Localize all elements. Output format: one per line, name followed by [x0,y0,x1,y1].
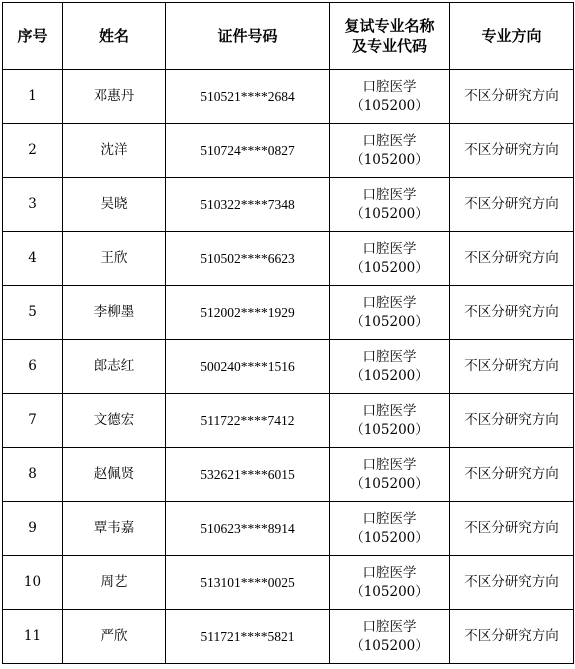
cell-name: 吴晓 [63,178,166,232]
cell-major [330,448,450,502]
cell-id: 510521****2684 [166,70,330,124]
cell-name: 沈洋 [63,124,166,178]
header-major [330,3,450,70]
cell-direction: 不区分研究方向 [450,448,574,502]
table-row [3,610,574,664]
cell-name: 严欣 [63,610,166,664]
cell-name: 文德宏 [63,394,166,448]
cell-major-name: 口腔医学 [362,240,417,257]
cell-major-name: 口腔医学 [362,78,417,95]
header-major-line2: 及专业代码 [351,37,427,55]
table-row [3,556,574,610]
cell-direction: 不区分研究方向 [450,502,574,556]
cell-major-code: （105200） [350,151,429,168]
cell-major-name: 口腔医学 [362,618,417,635]
cell-direction: 不区分研究方向 [450,610,574,664]
cell-major-name: 口腔医学 [362,564,417,581]
table-row [3,178,574,232]
cell-major [330,178,450,232]
cell-direction: 不区分研究方向 [450,286,574,340]
cell-major-code: （105200） [350,367,429,384]
cell-seq: 3 [3,178,63,232]
cell-major-code: （105200） [350,259,429,276]
cell-seq: 6 [3,340,63,394]
cell-major [330,286,450,340]
header-row [3,3,574,70]
cell-name: 覃韦嘉 [63,502,166,556]
cell-major-name: 口腔医学 [362,294,417,311]
cell-id: 500240****1516 [166,340,330,394]
cell-major-code: （105200） [350,637,429,654]
cell-id: 510724****0827 [166,124,330,178]
cell-direction: 不区分研究方向 [450,70,574,124]
table-body [3,70,574,664]
cell-id: 511722****7412 [166,394,330,448]
cell-major-code: （105200） [350,583,429,600]
cell-major [330,340,450,394]
cell-seq: 1 [3,70,63,124]
cell-major [330,610,450,664]
cell-seq: 9 [3,502,63,556]
cell-direction: 不区分研究方向 [450,394,574,448]
table-row [3,286,574,340]
cell-major [330,232,450,286]
table-row [3,502,574,556]
header-major-line1: 复试专业名称 [344,17,435,35]
cell-major-name: 口腔医学 [362,348,417,365]
cell-major-code: （105200） [350,475,429,492]
cell-name: 王欣 [63,232,166,286]
cell-name: 邓惠丹 [63,70,166,124]
cell-direction: 不区分研究方向 [450,178,574,232]
cell-major-code: （105200） [350,313,429,330]
table-row [3,340,574,394]
cell-major-code: （105200） [350,205,429,222]
admission-roster-table [2,2,574,664]
cell-id: 512002****1929 [166,286,330,340]
cell-name: 郎志红 [63,340,166,394]
cell-major [330,70,450,124]
table-row [3,124,574,178]
cell-name: 赵佩贤 [63,448,166,502]
cell-major-code: （105200） [350,97,429,114]
cell-major [330,394,450,448]
cell-id: 510322****7348 [166,178,330,232]
cell-name: 李柳墨 [63,286,166,340]
cell-seq: 11 [3,610,63,664]
cell-major-name: 口腔医学 [362,186,417,203]
cell-seq: 4 [3,232,63,286]
table-row [3,232,574,286]
header-name: 姓名 [63,3,166,70]
cell-seq: 5 [3,286,63,340]
cell-name: 周艺 [63,556,166,610]
cell-major-name: 口腔医学 [362,132,417,149]
cell-direction: 不区分研究方向 [450,124,574,178]
header-direction: 专业方向 [450,3,574,70]
cell-seq: 10 [3,556,63,610]
table-header [3,3,574,70]
cell-direction: 不区分研究方向 [450,232,574,286]
cell-seq: 8 [3,448,63,502]
cell-seq: 2 [3,124,63,178]
cell-id: 510502****6623 [166,232,330,286]
table-row [3,448,574,502]
table-row [3,394,574,448]
header-id: 证件号码 [166,3,330,70]
cell-major-code: （105200） [350,421,429,438]
cell-major-code: （105200） [350,529,429,546]
cell-major [330,502,450,556]
cell-id: 532621****6015 [166,448,330,502]
cell-major [330,556,450,610]
cell-major-name: 口腔医学 [362,456,417,473]
cell-id: 511721****5821 [166,610,330,664]
header-seq: 序号 [3,3,63,70]
table-row [3,70,574,124]
cell-direction: 不区分研究方向 [450,556,574,610]
cell-id: 510623****8914 [166,502,330,556]
cell-major-name: 口腔医学 [362,402,417,419]
cell-major [330,124,450,178]
cell-id: 513101****0025 [166,556,330,610]
cell-direction: 不区分研究方向 [450,340,574,394]
cell-major-name: 口腔医学 [362,510,417,527]
cell-seq: 7 [3,394,63,448]
